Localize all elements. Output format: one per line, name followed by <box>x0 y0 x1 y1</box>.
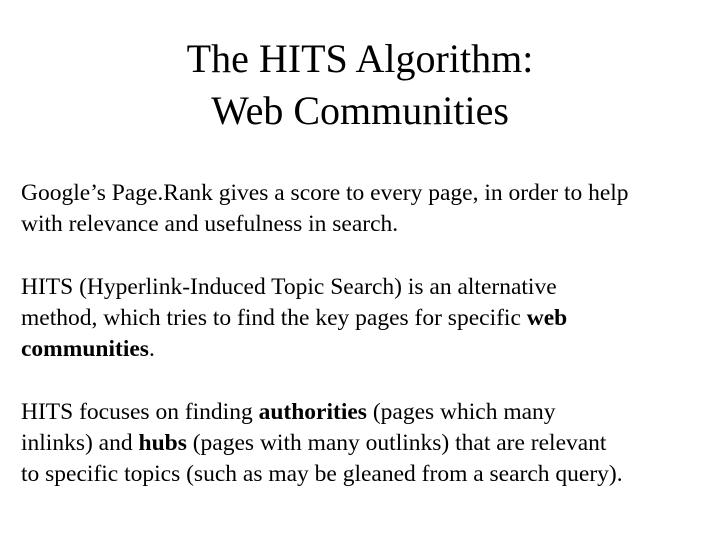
slide-title-line-2: Web Communities <box>211 88 509 133</box>
paragraph-hits-focus-line-1-text-2: (pages which many <box>366 399 556 425</box>
term-authorities: authorities <box>258 399 367 425</box>
paragraph-hits-focus-line-3: to specific topics (such as may be gleaned from a search query). <box>21 461 623 487</box>
paragraph-hits-intro-line-3-text: . <box>148 336 155 362</box>
paragraph-hits-focus-line-2-text-2: (pages with many outlinks) that are relevant <box>186 430 607 456</box>
paragraph-hits-focus-line-2-text: inlinks) and <box>21 430 139 456</box>
paragraph-hits-focus-line-2 <box>21 428 701 459</box>
paragraph-hits-focus-line-1-text: HITS focuses on finding <box>21 399 259 425</box>
paragraph-hits-intro-line-2 <box>21 303 701 334</box>
paragraph-hits-intro-line-3 <box>21 334 701 365</box>
paragraph-hits-intro-line-2-text: method, which tries to find the key pages for specific <box>21 305 527 331</box>
paragraph-hits-intro <box>21 272 701 365</box>
slide-body <box>21 178 701 522</box>
paragraph-hits-focus-line-1 <box>21 397 701 428</box>
paragraph-pagerank <box>21 178 701 240</box>
paragraph-hits-focus <box>21 397 701 490</box>
slide-title <box>0 33 720 137</box>
term-web: web <box>526 305 568 331</box>
term-communities: communities <box>21 336 149 362</box>
term-hubs: hubs <box>138 430 187 456</box>
paragraph-pagerank-line-1: Google’s Page.Rank gives a score to every page, in order to help <box>21 180 629 206</box>
slide-title-line-1: The HITS Algorithm: <box>186 36 534 81</box>
paragraph-hits-intro-line-1: HITS (Hyperlink-Induced Topic Search) is an alternative <box>21 274 557 300</box>
paragraph-pagerank-line-2: with relevance and usefulness in search. <box>21 211 399 237</box>
